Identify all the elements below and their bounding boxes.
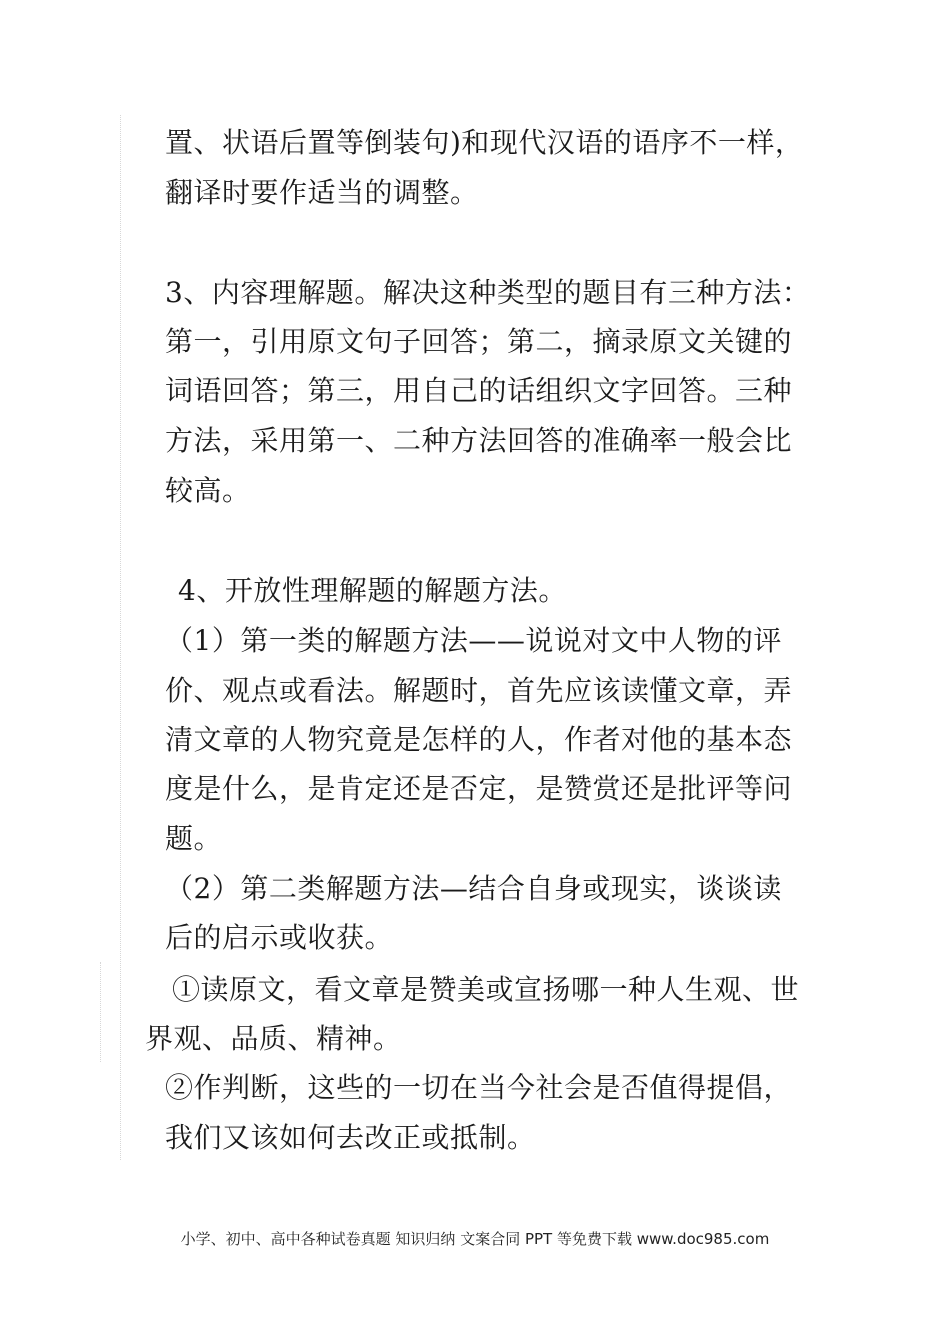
- list-item-continuation: 我们又该如何去改正或抵制。: [165, 1121, 536, 1154]
- footer-text: 小学、初中、高中各种试卷真题 知识归纳 文案合同 PPT 等免费下载 www.doc985.com: [180, 1230, 770, 1248]
- paragraph-line: 后的启示或收获。: [165, 921, 394, 954]
- list-item: ①读原文，看文章是赞美或宣扬哪一种人生观、世: [172, 973, 800, 1006]
- list-item: ②作判断，这些的一切在当今社会是否值得提倡，: [165, 1071, 793, 1104]
- paragraph-line: 清文章的人物究竟是怎样的人，作者对他的基本态: [165, 723, 793, 756]
- paragraph-line: 置、状语后置等倒装句)和现代汉语的语序不一样，: [165, 126, 804, 159]
- paragraph-line: 翻译时要作适当的调整。: [165, 176, 479, 209]
- paragraph-line: 度是什么，是肯定还是否定，是赞赏还是批评等问: [165, 772, 793, 805]
- margin-rule: [120, 115, 121, 1160]
- paragraph-line: 较高。: [165, 474, 251, 507]
- paragraph-line: 方法，采用第一、二种方法回答的准确率一般会比: [165, 424, 793, 457]
- paragraph-line: （2）第二类解题方法—结合自身或现实，谈谈读: [165, 872, 782, 905]
- list-item-continuation: 界观、品质、精神。: [145, 1022, 402, 1055]
- paragraph-line: （1）第一类的解题方法——说说对文中人物的评: [165, 624, 782, 657]
- paragraph-line: 第一，引用原文句子回答；第二，摘录原文关键的: [165, 325, 793, 358]
- paragraph-line: 词语回答；第三，用自己的话组织文字回答。三种: [165, 374, 793, 407]
- margin-rule-secondary: [100, 962, 101, 1062]
- paragraph-line: 3、内容理解题。解决这种类型的题目有三种方法：: [165, 276, 811, 309]
- section-heading: 4、开放性理解题的解题方法。: [178, 574, 567, 607]
- paragraph-line: 题。: [165, 822, 223, 855]
- paragraph-line: 价、观点或看法。解题时，首先应该读懂文章，弄: [165, 674, 793, 707]
